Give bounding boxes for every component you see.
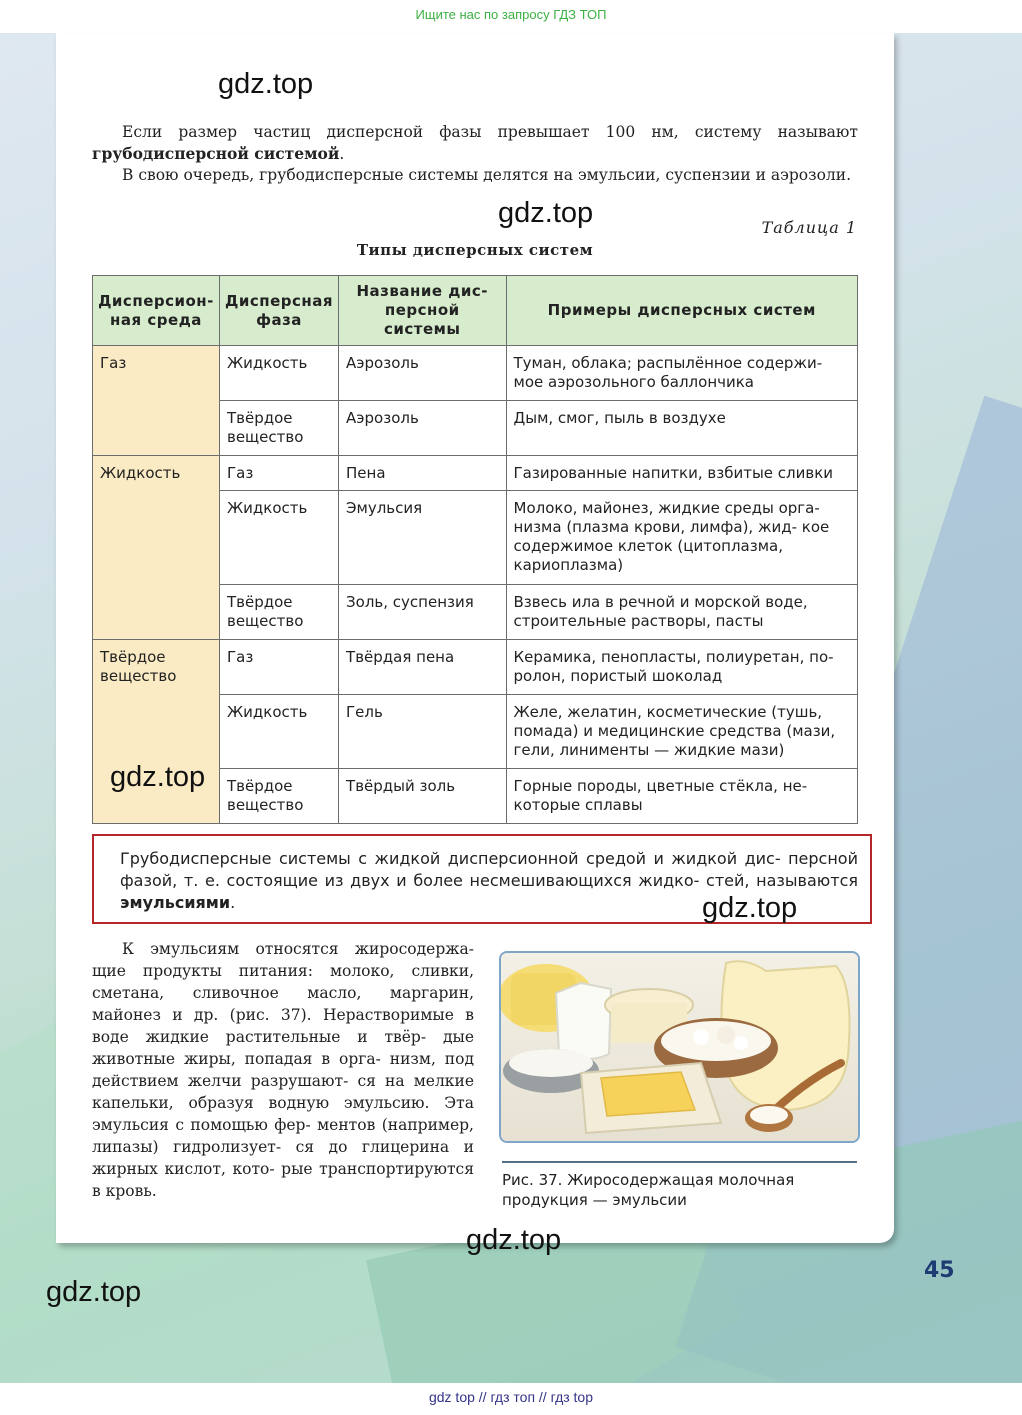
system-name-cell: Эмульсия (339, 491, 506, 585)
watermark: gdz.top (218, 68, 314, 100)
phase-cell: Жидкость (219, 695, 338, 769)
table-header-row (93, 276, 858, 346)
header-examples: Примеры дисперсных систем (506, 276, 857, 346)
phase-cell: Газ (219, 640, 338, 695)
examples-cell: Взвесь ила в речной и морской воде, строительные растворы, пасты (506, 585, 857, 640)
watermark: gdz.top (46, 1276, 142, 1308)
page-number: 45 (924, 1258, 955, 1283)
medium-cell: Жидкость (93, 456, 220, 640)
phase-cell: Твёрдое вещество (219, 769, 338, 824)
examples-cell: Газированные напитки, взбитые сливки (506, 456, 857, 491)
milk-pitcher (556, 983, 611, 1059)
phase-cell: Твёрдое вещество (219, 401, 338, 456)
examples-cell: Туман, облака; распылённое содержи- мое аэрозольного баллончика (506, 346, 857, 401)
intro-paragraph-1: Если размер частиц дисперсной фазы превышает 100 нм, систему называют грубодисперсной системой. (92, 123, 858, 163)
medium-cell: Газ (93, 346, 220, 456)
examples-cell: Керамика, пенопласты, полиуретан, по- ролон, пористый шоколад (506, 640, 857, 695)
system-name-cell: Аэрозоль (339, 401, 506, 456)
dairy-products-photo (499, 951, 860, 1143)
table-number: Таблица 1 (761, 218, 857, 237)
butter-slab (601, 1072, 695, 1116)
phase-cell: Жидкость (219, 491, 338, 585)
top-banner[interactable]: Ищите нас по запросу ГДЗ ТОП (0, 0, 1022, 33)
system-name-cell: Золь, суспензия (339, 585, 506, 640)
watermark: gdz.top (110, 761, 206, 793)
phase-cell: Жидкость (219, 346, 338, 401)
system-name-cell: Пена (339, 456, 506, 491)
system-name-cell: Твёрдый золь (339, 769, 506, 824)
phase-cell: Твёрдое вещество (219, 585, 338, 640)
watermark: gdz.top (498, 197, 594, 229)
header-phase: Дисперсная фаза (219, 276, 338, 346)
table-title: Типы дисперсных систем (356, 241, 594, 259)
watermark: gdz.top (466, 1224, 562, 1256)
intro-paragraph-2: В свою очередь, грубодисперсные системы делятся на эмульсии, суспензии и аэрозоли. (122, 166, 851, 184)
body-paragraph: К эмульсиям относятся жиросодержа- щие продукты питания: молоко, сливки, сметана, сливочное масло, маргарин, майонез и др. (рис. 37). Нерастворимые в воде жидкие растительные и твёр- дые животные жиры, попадая в орга- низм, под действием желчи разрушают- ся на мелкие капельки, образуя водную эмульсию. Эта эмульсия с помощью фер- ментов (например, липазы) гидролизует- ся до глицерина и жирных кислот, кото- рые транспортируются в кровь. (92, 940, 474, 1200)
table-row (93, 346, 858, 401)
dairy-illustration (501, 953, 858, 1141)
header-system-name: Название дис- персной системы (339, 276, 506, 346)
system-name-cell: Аэрозоль (339, 346, 506, 401)
medium-cell: Твёрдое вещество (93, 640, 220, 824)
term-emulsions: эмульсиями (120, 893, 231, 912)
examples-cell: Желе, желатин, косметические (тушь, помада) и медицинские средства (мази, гели, линименты — жидкие мази) (506, 695, 857, 769)
examples-cell: Горные породы, цветные стёкла, не- которые сплавы (506, 769, 857, 824)
examples-cell: Молоко, майонез, жидкие среды орга- низма (плазма крови, лимфа), жид- кое содержимое клеток (цитоплазма, кариоплазма) (506, 491, 857, 585)
definition-box: Грубодисперсные системы с жидкой дисперсионной средой и жидкой дис- персной фазой, т. е. состоящие из двух и более несмешивающихся жидко- стей, называются эмульсиями. (92, 834, 872, 924)
header-medium: Дисперсион- ная среда (93, 276, 220, 346)
table-row (93, 456, 858, 491)
examples-cell: Дым, смог, пыль в воздухе (506, 401, 857, 456)
bottom-banner[interactable]: gdz top // гдз топ // гдз top (0, 1383, 1022, 1415)
term-coarse-dispersed: грубодисперсной системой (92, 144, 340, 163)
figure-caption: Рис. 37. Жиросодержащая молочная продукция — эмульсии (502, 1161, 857, 1210)
phase-cell: Газ (219, 456, 338, 491)
system-name-cell: Гель (339, 695, 506, 769)
watermark: gdz.top (702, 892, 798, 924)
system-name-cell: Твёрдая пена (339, 640, 506, 695)
dispersed-systems-table (92, 275, 858, 824)
table-row (93, 640, 858, 695)
